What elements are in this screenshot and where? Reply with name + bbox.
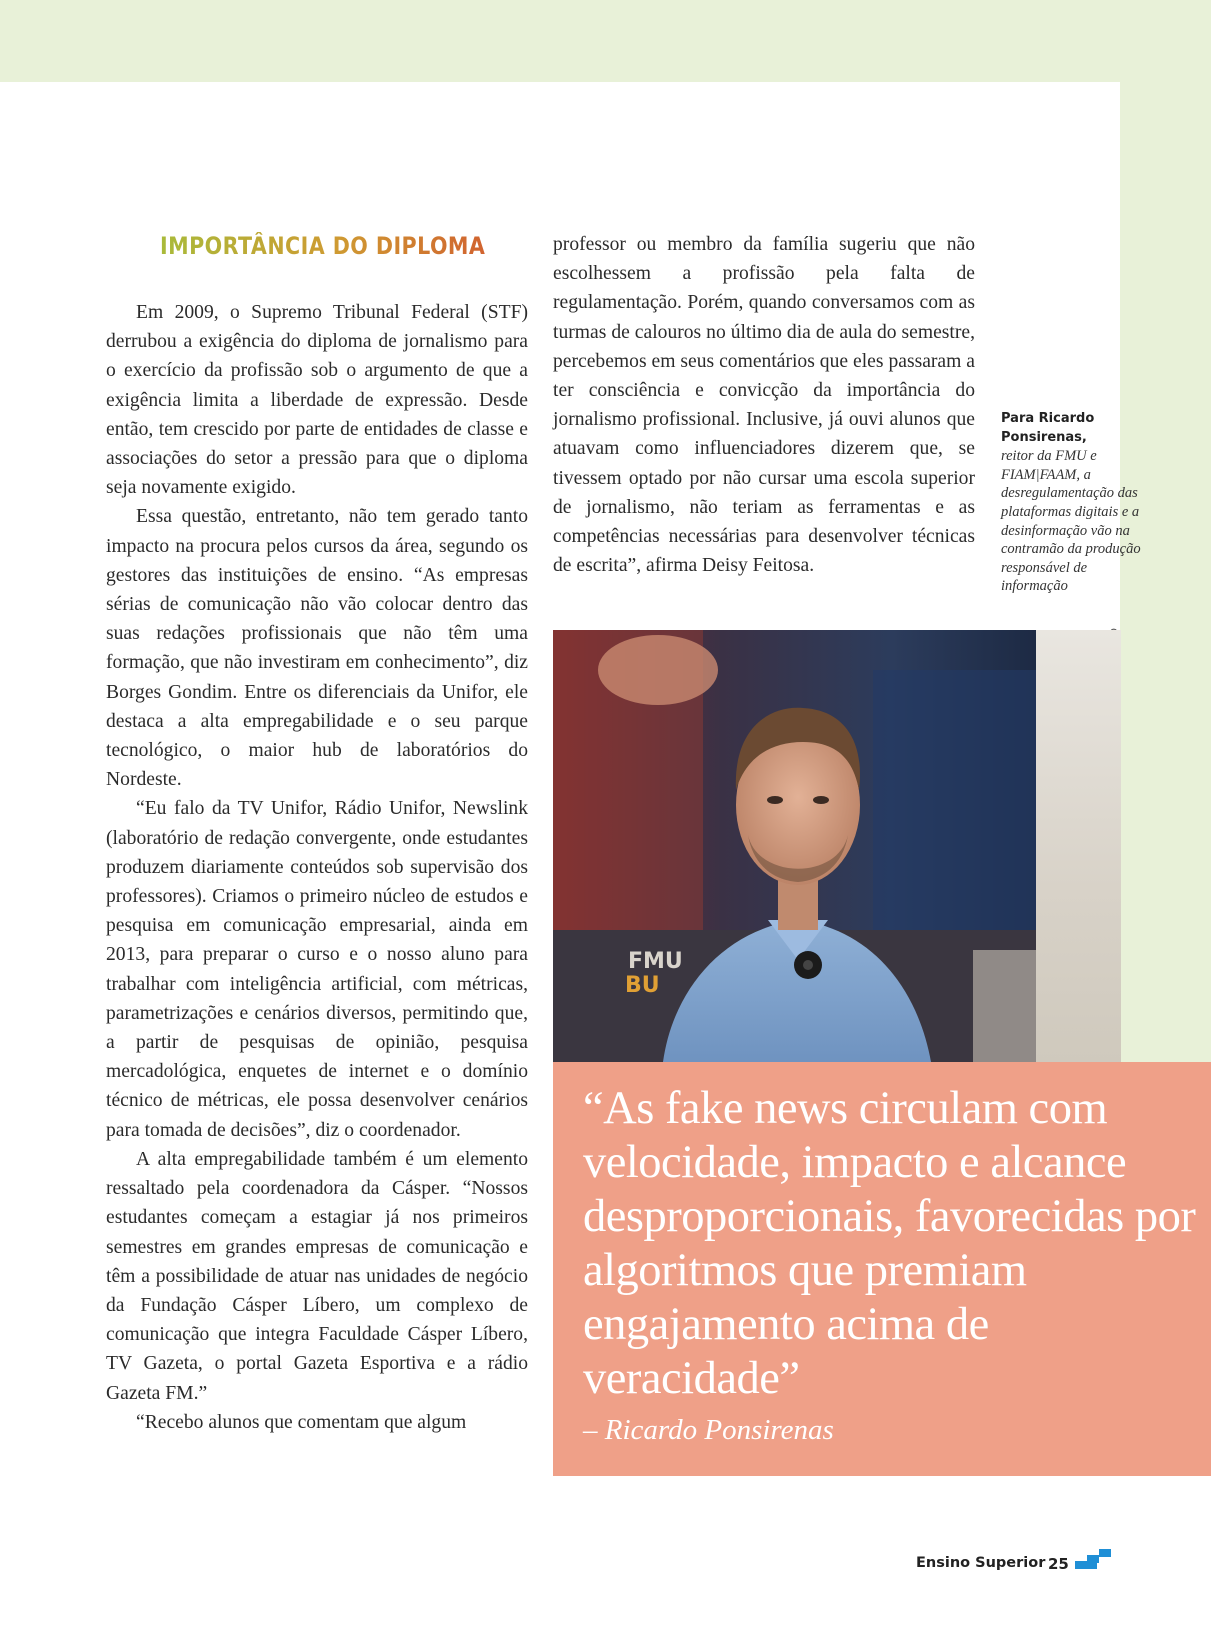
page-number: 25 [1048,1555,1069,1573]
paragraph: A alta empregabilidade também é um elemento ressaltado pela coordenadora da Cásper. “Nossos estudantes começam a estagiar já nos primeiros semestres em grandes empresas de comunicação e têm a possibilidade de atuar nas unidades de negócio da Fundação Cásper Líbero, um complexo de comunicação que integra Faculdade Cásper Líbero, TV Gazeta, o portal Gazeta Esportiva e a rádio Gazeta FM.” [106,1148,528,1404]
top-color-band [0,0,1211,82]
article-column-left [106,298,528,1437]
paragraph: Essa questão, entretanto, não tem gerado tanto impacto na procura pelos cursos da área, segundo os gestores das instituições de ensino. “As empresas sérias de comunicação não vão colocar dentro das suas redações profissionais que não têm uma formação, que não investiram em conhecimento”, diz Borges Gondim. Entre os diferenciais da Unifor, ele destaca a alta empregabilidade e o seu parque tecnológico, o maior hub de laboratórios do Nordeste. [106,506,528,791]
paragraph: Em 2009, o Supremo Tribunal Federal (STF) derrubou a exigência do diploma de jornalismo para o exercício da profissão sob o argumento de que a exigência limita a liberdade de expressão. Desde então, tem crescido por parte de entidades de classe e associações do setor a pressão para que o diploma seja novamente exigido. [106,302,528,499]
pull-quote [553,1062,1211,1476]
caption-name: Para Ricardo Ponsirenas, [1001,411,1095,445]
photo-background-strip [1036,630,1121,1062]
svg-text:FMU: FMU [628,949,683,974]
caption-text: reitor da FMU e FIAM|FAAM, a desregulamentação das plataformas digitais e a desinformação vão na contramão da produção responsável de informação [1001,448,1141,595]
svg-text:BU: BU [625,973,660,998]
publication-logo-icon [1075,1547,1113,1573]
pull-quote-text: “As fake news circulam com velocidade, impacto e alcance desproporcionais, favorecidas por algoritmos que premiam engajamento acima de veracidade” [583,1083,1196,1404]
paragraph: “Recebo alunos que comentam que algum [136,1411,467,1433]
paragraph: professor ou membro da família sugeriu que não escolhessem a profissão pela falta de regulamentação. Porém, quando conversamos com as turmas de calouros no último dia de aula do semestre, percebemos em seus comentários que eles passaram a ter consciência e convicção da importância do jornalismo profissional. Inclusive, já ouvi alunos que atuavam como influenciadores dizerem que, se tivessem optado por não cursar uma escola superior de jornalismo, não teriam as ferramentas e as competências necessárias para desenvolver técnicas de escrita”, afirma Deisy Feitosa. [553,234,975,577]
portrait-illustration [553,630,1036,1062]
article-column-right [553,230,975,580]
paragraph: “Eu falo da TV Unifor, Rádio Unifor, Newslink (laboratório de redação convergente, onde estudantes produzem diariamente conteúdos sob supervisão dos professores). Criamos o primeiro núcleo de estudos e pesquisa em comunicação empresarial, ainda em 2013, para preparar o curso e o nosso aluno para trabalhar com inteligência artificial, com métricas, parametrizações e cenários diversos, permitindo que, a partir de pesquisas de opinião, pesquisa mercadológica, enquetes de internet e o domínio técnico de métricas, ele possa desenvolver cenários para tomada de decisões”, diz o coordenador. [106,798,528,1141]
footer-publication: Ensino Superior [916,1555,1046,1571]
portrait-photo [553,630,1036,1062]
photo-caption [1001,410,1153,596]
section-heading: IMPORTÂNCIA DO DIPLOMA [160,232,486,260]
pull-quote-author: – Ricardo Ponsirenas [583,1414,834,1446]
